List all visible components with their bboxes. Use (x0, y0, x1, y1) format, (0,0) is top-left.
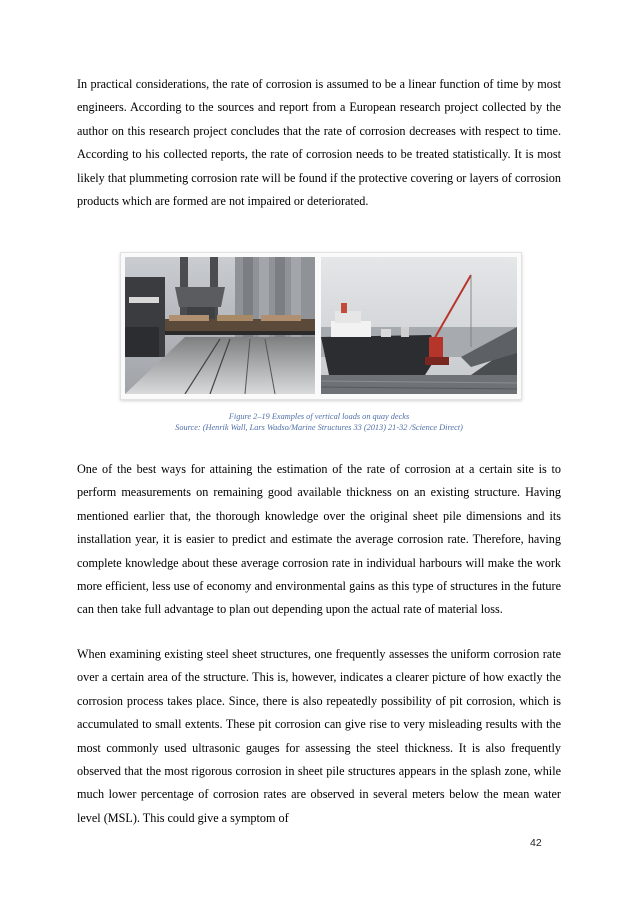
paragraph-steel-sheet-examination: When examining existing steel sheet structures, one frequently assesses the uniform corrosion rate over a certain area of the structure. This is, however, indicates a clearer picture of how exactly the corrosion process takes place. Since, there is also repeatedly possibility of pit corrosion, which is accumulated to small extents. These pit corrosion can give rise to very misleading results with the most commonly used ultrasonic gauges for assessing the steel thickness. It is also frequently observed that the most rigorous corrosion in sheet pile structures appears in the splash zone, while much lower percentage of corrosion rates are observed in several meters below the mean water level (MSL). This could give a symptom of (77, 647, 561, 825)
figure-caption-title: Figure 2–19 Examples of vertical loads on quay decks (228, 412, 410, 421)
paragraph-corrosion-linear: In practical considerations, the rate of corrosion is assumed to be a linear function of time by most engineers. According to the sources and report from a European research project collected by the author on this research project concludes that the rate of corrosion decreases with respect to time. According to his collected reports, the rate of corrosion needs to be treated statistically. It is most likely that plummeting corrosion rate will be found if the protective covering or layers of corrosion products which are formed are not impaired or deteriorated. (77, 77, 561, 209)
photo-ship-at-quay (321, 257, 517, 394)
figure-quay-deck-photos (120, 252, 522, 400)
figure-caption-source: Source: (Henrik Wall, Lars Wadso/Marine Structures 33 (2013) 21-32 /Science Direct) (175, 423, 463, 432)
photo-railway-quay-crane (125, 257, 315, 394)
paragraph-estimation-methods: One of the best ways for attaining the estimation of the rate of corrosion at a certain site is to perform measurements on remaining good available thickness on an existing structure. Having mentioned earlier that, the thorough knowledge over the original sheet pile dimensions and its installation year, it is easier to predict and estimate the average corrosion rate. Therefore, having complete knowledge about these average corrosion rate in individual harbours will make the work more efficient, less use of economy and environmental gains as this type of structures in the future can then take full advantage to plan out depending upon the actual rate of material loss. (77, 462, 561, 617)
page-number: 42 (530, 837, 542, 849)
